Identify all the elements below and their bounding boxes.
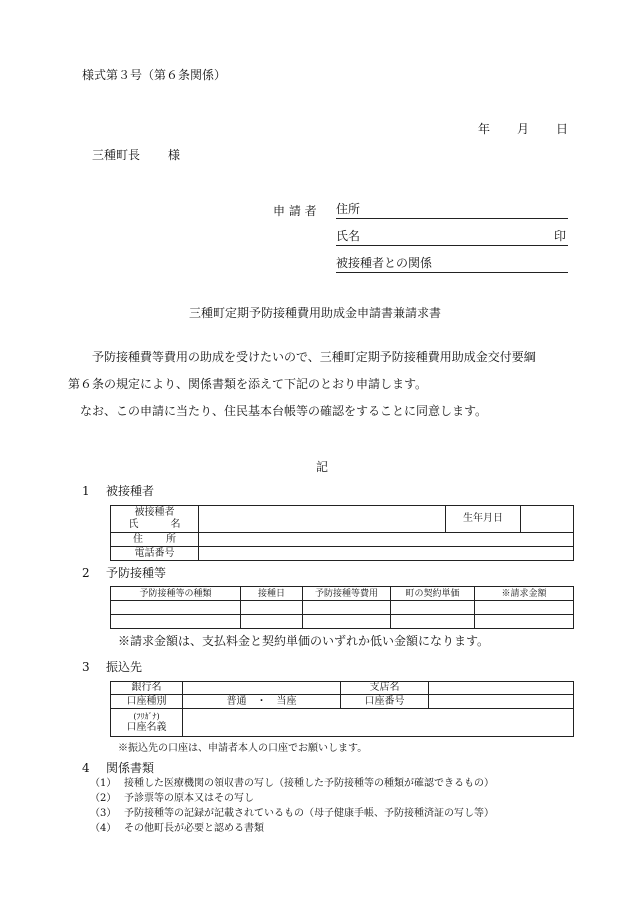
bank-note: ※振込先の口座は、申請者本人の口座でお願いします。 bbox=[118, 743, 368, 754]
section-4-number: 4 bbox=[82, 761, 90, 775]
addressee-name: 三種町長 bbox=[92, 148, 141, 162]
recipient-name-label-1: 被接種者 bbox=[134, 507, 175, 518]
account-type-header: 口座種別 bbox=[111, 695, 183, 709]
account-holder-header bbox=[111, 709, 183, 736]
vaccination-table bbox=[110, 586, 574, 629]
section-4-title: 関係書類 bbox=[106, 761, 155, 775]
vaccination-row-2-cost[interactable] bbox=[303, 615, 391, 628]
vaccination-row-2-date[interactable] bbox=[241, 615, 303, 628]
seal-mark: 印 bbox=[553, 229, 566, 243]
recipient-birth-value[interactable] bbox=[521, 506, 573, 533]
vaccination-row-1-unit-price[interactable] bbox=[391, 601, 475, 615]
furigana-label: (ﾌﾘｶﾞﾅ) bbox=[133, 712, 160, 721]
recipient-name-header bbox=[111, 506, 199, 533]
vaccination-row-2-unit-price[interactable] bbox=[391, 615, 475, 628]
bank-name-value[interactable] bbox=[183, 682, 341, 695]
applicant-name-label: 氏名 bbox=[336, 229, 361, 243]
bank-table bbox=[110, 681, 574, 737]
date-month-label: 月 bbox=[517, 122, 530, 136]
applicant-address-field[interactable] bbox=[336, 202, 568, 219]
applicant-label: 申 請 者 bbox=[273, 204, 317, 218]
branch-name-value[interactable] bbox=[429, 682, 573, 695]
branch-name-header: 支店名 bbox=[341, 682, 429, 695]
account-number-value[interactable] bbox=[429, 695, 573, 709]
applicant-relation-field[interactable] bbox=[336, 256, 568, 273]
vaccination-row-1-claim[interactable] bbox=[475, 601, 573, 615]
vaccination-row-1-date[interactable] bbox=[241, 601, 303, 615]
recipient-name-value[interactable] bbox=[199, 506, 446, 533]
body-line-1: 予防接種費等費用の助成を受けたいので、三種町定期予防接種費用助成金交付要綱 bbox=[92, 350, 536, 364]
vaccination-col-unit-price: 町の契約単価 bbox=[391, 587, 475, 601]
doc-item-2-number: （2） bbox=[90, 793, 117, 804]
section-1-number: 1 bbox=[82, 484, 90, 498]
section-2-number: 2 bbox=[82, 566, 90, 580]
bank-name-header: 銀行名 bbox=[111, 682, 183, 695]
doc-item-1-number: （1） bbox=[90, 778, 117, 789]
doc-item-1-text: 接種した医療機関の領収書の写し（接種した予防接種等の種類が確認できるもの） bbox=[124, 778, 494, 789]
recipient-name-label-2b: 名 bbox=[170, 519, 181, 530]
body-line-2: 第６条の規定により、関係書類を添えて下記のとおり申請します。 bbox=[68, 377, 428, 391]
recipient-address-label-a: 住 bbox=[133, 533, 143, 545]
addressee-honorific: 様 bbox=[168, 148, 181, 162]
recipient-address-value[interactable] bbox=[199, 533, 573, 547]
recipient-name-label-2a: 氏 bbox=[128, 519, 139, 530]
vaccination-row-1-cost[interactable] bbox=[303, 601, 391, 615]
vaccination-col-type: 予防接種等の種類 bbox=[111, 587, 241, 601]
recipient-phone-value[interactable] bbox=[199, 547, 573, 560]
account-type-options[interactable]: 普通 ・ 当座 bbox=[183, 695, 341, 709]
vaccination-col-claim: ※請求金額 bbox=[475, 587, 573, 601]
doc-item-3-number: （3） bbox=[90, 808, 117, 819]
doc-item-4-text: その他町長が必要と認める書類 bbox=[124, 823, 264, 834]
vaccination-row-2-type[interactable] bbox=[111, 615, 241, 628]
body-line-3: なお、この申請に当たり、住民基本台帳等の確認をすることに同意します。 bbox=[80, 404, 488, 418]
vaccination-row-2-claim[interactable] bbox=[475, 615, 573, 628]
doc-item-3-text: 予防接種等の記録が記載されているもの（母子健康手帳、予防接種済証の写し等） bbox=[124, 808, 494, 819]
recipient-address-header bbox=[111, 533, 199, 547]
vaccination-col-cost: 予防接種等費用 bbox=[303, 587, 391, 601]
account-holder-label: 口座名義 bbox=[126, 722, 167, 733]
doc-item-2-text: 予診票等の原本又はその写し bbox=[124, 793, 254, 804]
recipient-birth-header: 生年月日 bbox=[446, 506, 521, 533]
recipient-address-label-b: 所 bbox=[166, 533, 176, 545]
account-number-header: 口座番号 bbox=[341, 695, 429, 709]
section-3-title: 振込先 bbox=[106, 660, 143, 674]
section-3-number: 3 bbox=[82, 660, 90, 674]
vaccination-row-1-type[interactable] bbox=[111, 601, 241, 615]
vaccination-note: ※請求金額は、支払料金と契約単価のいずれか低い金額になります。 bbox=[118, 634, 490, 648]
applicant-relation-label: 被接種者との関係 bbox=[336, 256, 433, 270]
account-holder-value[interactable] bbox=[183, 709, 573, 736]
date-day-label: 日 bbox=[556, 122, 569, 136]
recipient-table bbox=[110, 505, 574, 561]
document-title: 三種町定期予防接種費用助成金申請書兼請求書 bbox=[188, 306, 441, 320]
section-1-title: 被接種者 bbox=[106, 484, 155, 498]
vaccination-col-date: 接種日 bbox=[241, 587, 303, 601]
form-number: 様式第３号（第６条関係） bbox=[82, 68, 227, 82]
recipient-phone-header: 電話番号 bbox=[111, 547, 199, 560]
applicant-address-label: 住所 bbox=[336, 202, 361, 216]
section-2-title: 予防接種等 bbox=[106, 566, 167, 580]
date-year-label: 年 bbox=[478, 122, 491, 136]
ki-label: 記 bbox=[316, 460, 329, 474]
applicant-name-field[interactable] bbox=[336, 229, 568, 246]
doc-item-4-number: （4） bbox=[90, 823, 117, 834]
